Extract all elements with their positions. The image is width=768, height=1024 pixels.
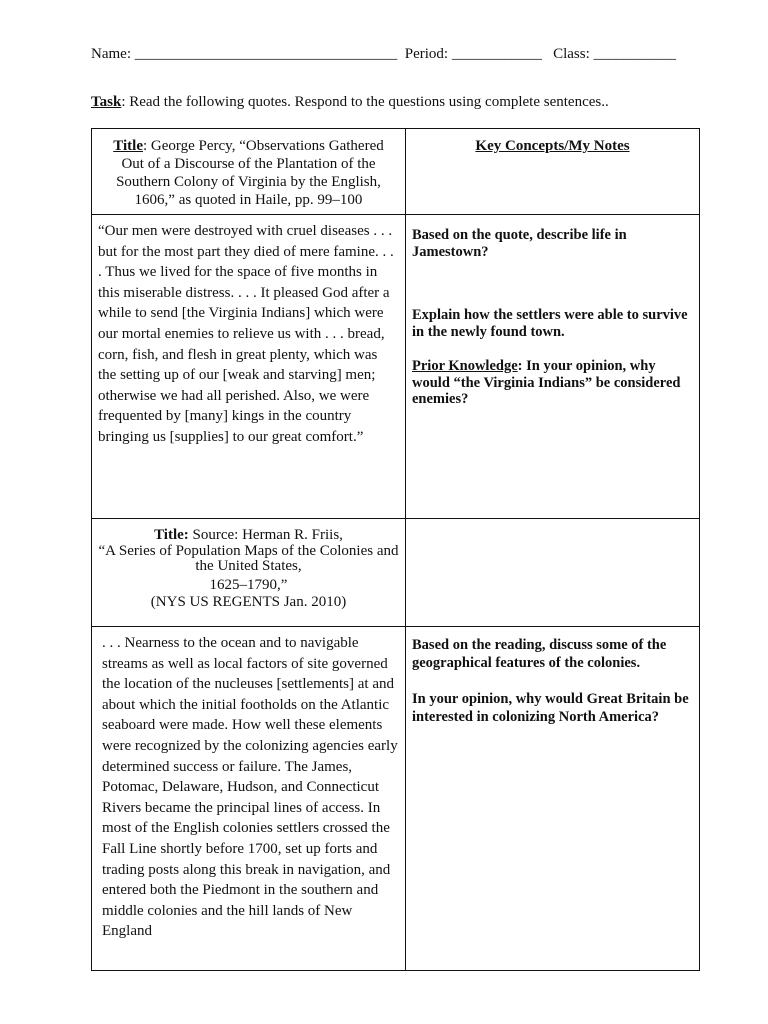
prior-knowledge-text: : In your opinion, why would “the Virginia Indians” be considered enemies? xyxy=(412,358,681,407)
notes-heading: Key Concepts/My Notes xyxy=(406,129,700,215)
title2-source: Source: Herman R. Friis, xyxy=(188,527,343,543)
quote-friis: . . . Nearness to the ocean and to navigable streams as well as local factors of site governed the location of the nucleuses [settlements] at and about which the initial footholds on the Atlantic seaboard were made. How well these elements were recognized by the colonizing agencies early determined success or failure. The James, Potomac, Delaware, Hudson, and Connecticut Rivers became the principal lines of access. In most of the English colonies settlers crossed the Fall Line shortly before 1700, set up forts and trading posts along this break in navigation, and entered both the Piedmont in the southern and middle colonies and the hill lands of New England xyxy=(92,627,406,971)
title2-line1 xyxy=(98,527,399,544)
task-instructions xyxy=(91,94,609,111)
header-fields: Name: ___________________________________ Period: ____________ Class: ___________ xyxy=(91,46,676,62)
question-life-jamestown: Based on the quote, describe life in Jamestown? xyxy=(412,227,627,260)
title-label: Title: xyxy=(154,527,189,543)
questions-cell-1 xyxy=(406,215,700,519)
prior-knowledge-label: Prior Knowledge xyxy=(412,358,518,374)
title2-line4: (NYS US REGENTS Jan. 2010) xyxy=(150,594,347,610)
task-label: Task xyxy=(91,94,122,110)
title-label: Title xyxy=(113,138,143,154)
table-row xyxy=(92,627,700,971)
table-row xyxy=(92,129,700,215)
questions-cell-2 xyxy=(406,627,700,971)
question-great-britain: In your opinion, why would Great Britain be interested in colonizing North America? xyxy=(412,691,689,725)
source-title-2 xyxy=(92,519,406,627)
question-survive: Explain how the settlers were able to survive in the newly found town. xyxy=(412,307,688,340)
question-geography: Based on the reading, discuss some of the geographical features of the colonies. xyxy=(412,637,667,671)
source-title-1 xyxy=(92,129,406,215)
empty-notes-cell xyxy=(406,519,700,627)
table-row xyxy=(92,519,700,627)
worksheet-table xyxy=(91,128,700,971)
question-prior-knowledge xyxy=(406,358,699,408)
title2-line3: 1625–1790,” xyxy=(209,577,288,593)
quote-percy: “Our men were destroyed with cruel diseases . . . but for the most part they died of mere famine. . . . Thus we lived for the space of five months in this miserable distress. . . . It pleased God after a while to send [the Virginia Indians] which were our mortal enemies to relieve us with . . . bread, corn, fish, and flesh in great plenty, which was the setting up of our [weak and starving] men; otherwise we had all perished. Also, we were frequented by [many] kings in the country bringing us [supplies] to our great comfort.” xyxy=(92,215,406,519)
title2-line2: “A Series of Population Maps of the Colonies and the United States, xyxy=(98,543,399,574)
title-text: : George Percy, “Observations Gathered Out of a Discourse of the Plantation of the Southern Colony of Virginia by the English, 1606,” as quoted in Haile, pp. 99–100 xyxy=(116,138,384,208)
table-row xyxy=(92,215,700,519)
task-text: : Read the following quotes. Respond to the questions using complete sentences.. xyxy=(121,94,609,110)
